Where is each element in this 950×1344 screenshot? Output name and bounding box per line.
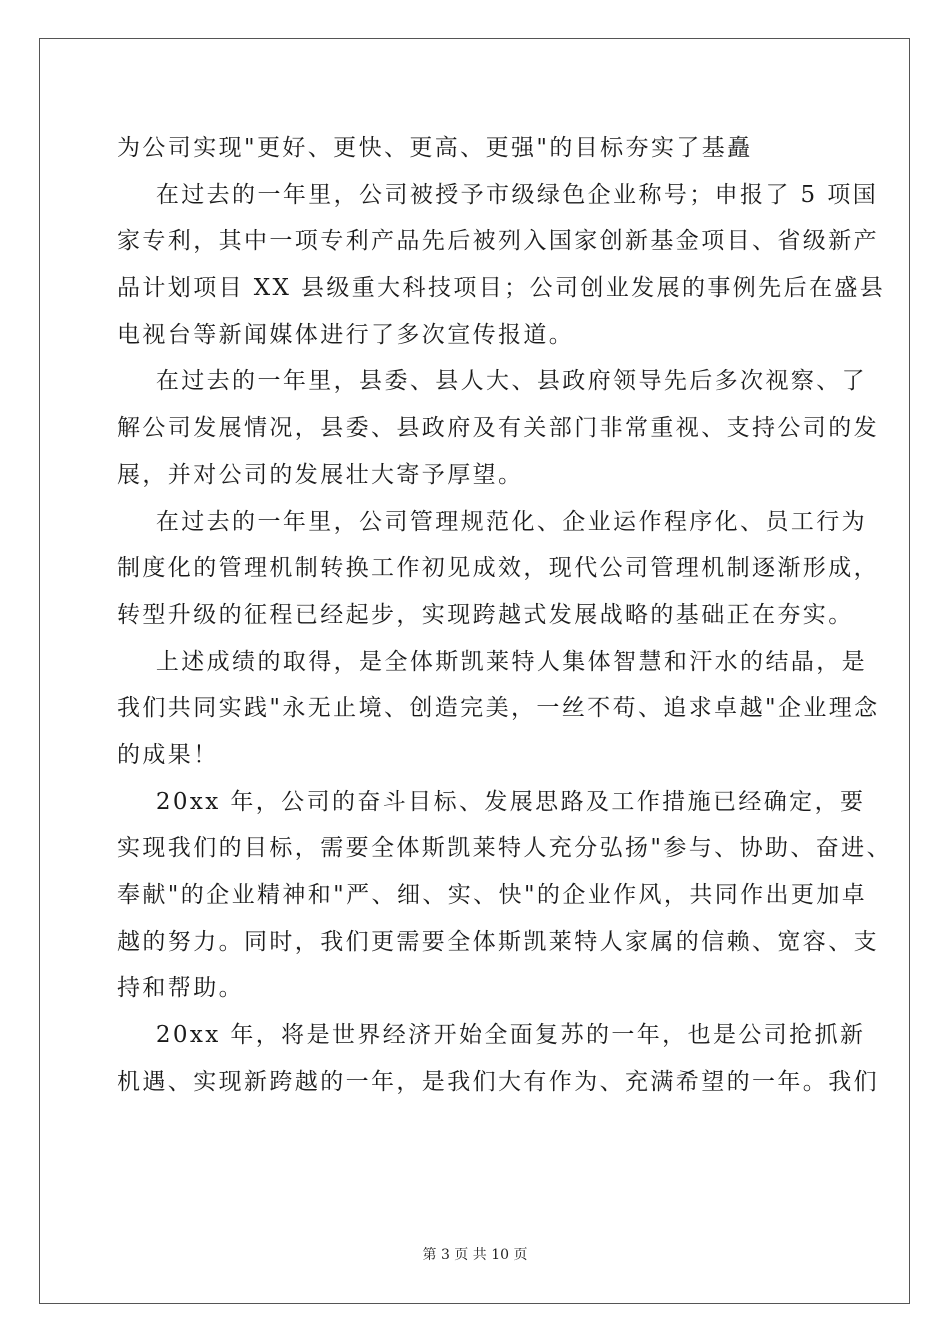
page-number-footer: 第 3 页 共 10 页	[422, 1247, 528, 1263]
text-line: 20xx 年，将是世界经济开始全面复苏的一年，也是公司抢抓新	[117, 1022, 866, 1049]
text-line: 品计划项目 XX 县级重大科技项目；公司创业发展的事例先后在盛县	[117, 275, 886, 302]
text-line: 在过去的一年里，公司被授予市级绿色企业称号；申报了 5 项国	[117, 181, 879, 208]
text-line: 实现我们的目标，需要全体斯凯莱特人充分弘扬"参与、协助、奋进、	[117, 835, 892, 862]
text-line: 20xx 年，公司的奋斗目标、发展思路及工作措施已经确定，要	[117, 788, 866, 815]
text-line: 机遇、实现新跨越的一年，是我们大有作为、充满希望的一年。我们	[117, 1068, 879, 1095]
text-line: 奉献"的企业精神和"严、细、实、快"的企业作风，共同作出更加卓	[117, 882, 868, 908]
text-line: 制度化的管理机制转换工作初见成效，现代公司管理机制逐渐形成，	[117, 555, 879, 582]
text-line: 上述成绩的取得，是全体斯凯莱特人集体智慧和汗水的结晶，是	[117, 648, 868, 675]
text-line: 我们共同实践"永无止境、创造完美，一丝不苟、追求卓越"企业理念	[117, 695, 880, 722]
text-line: 为公司实现"更好、更快、更高、更强"的目标夯实了基矗	[117, 135, 753, 161]
text-line: 在过去的一年里，公司管理规范化、企业运作程序化、员工行为	[117, 508, 868, 535]
text-line: 展，并对公司的发展壮大寄予厚望。	[117, 461, 524, 488]
text-line: 越的努力。同时，我们更需要全体斯凯莱特人家属的信赖、宽容、支	[117, 928, 879, 955]
document-body	[117, 125, 892, 1105]
text-line: 的成果！	[117, 741, 219, 768]
text-line: 在过去的一年里，县委、县人大、县政府领导先后多次视察、了	[117, 368, 868, 395]
text-line: 转型升级的征程已经起步，实现跨越式发展战略的基础正在夯实。	[117, 601, 854, 628]
text-line: 持和帮助。	[117, 975, 244, 1002]
text-line: 家专利，其中一项专利产品先后被列入国家创新基金项目、省级新产	[117, 228, 879, 255]
text-line: 电视台等新闻媒体进行了多次宣传报道。	[117, 321, 575, 348]
text-line: 解公司发展情况，县委、县政府及有关部门非常重视、支持公司的发	[117, 415, 879, 442]
